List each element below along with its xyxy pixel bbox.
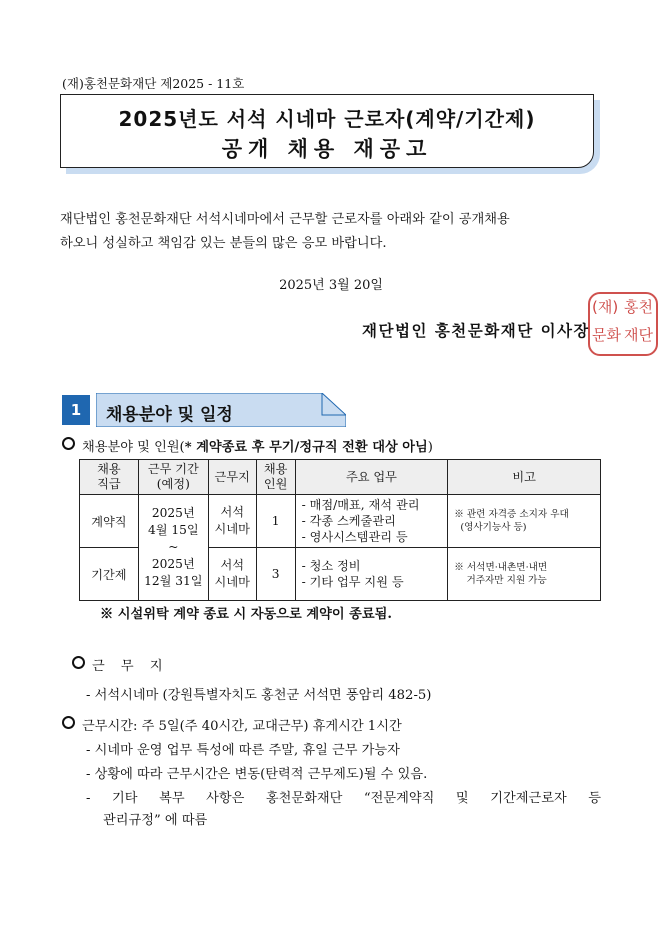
title-box-frame [60,94,594,168]
recruit-label: 채용분야 및 인원( [82,440,185,455]
location-address: - 서석시네마 (강원특별자치도 홍천군 서석면 풍암리 482-5) [86,688,432,703]
hours-item: - 시네마 운영 업무 특성에 따른 주말, 휴일 근무 가능자 [86,743,400,758]
seal-char: 문화 [592,326,621,344]
header-place: 근무지 [208,460,256,495]
cell-remarks: ※ 서석면·내촌면·내면 거주자만 지원 가능 [448,548,601,601]
cell-duties: - 청소 정비 - 기타 업무 지원 등 [295,548,448,601]
cell-period: 2025년 4월 15일 ~ 2025년 12월 31일 [138,495,208,601]
contract-termination-note: ※ 시설위탁 계약 종료 시 자동으로 계약이 종료됨. [100,607,392,622]
header-duties: 주요 업무 [295,460,448,495]
cell-remarks: ※ 관련 자격증 소지자 우대 (영사기능사 등) [448,495,601,548]
cell-count: 1 [256,495,295,548]
seal-char: 홍천 [624,298,653,316]
location-heading-text: 근 무 지 [92,659,169,674]
recruitment-table [79,459,601,601]
cell-place: 서석 시네마 [208,495,256,548]
recruit-field-heading [62,436,433,455]
table-header-row [80,460,601,495]
cell-count: 3 [256,548,295,601]
announcement-date: 2025년 3월 20일 [279,278,383,293]
recruit-close: ) [427,440,433,455]
section-number-badge: 1 [62,395,90,425]
location-heading [72,655,169,674]
header-grade: 채용 직급 [80,460,139,495]
hollow-circle-bullet-icon [72,656,85,669]
hollow-circle-bullet-icon [62,716,75,729]
hours-item: - 기타 복무 사항은 홍천문화재단 “전문계약직 및 기간제근로자 등 [86,791,601,806]
cell-grade: 계약직 [80,495,139,548]
seal-char: (재) [592,298,619,316]
title-line-1: 2025년도 서석 시네마 근로자(계약/기간제) [118,107,536,131]
recruit-conversion-note: * 계약종료 후 무기/정규직 전환 대상 아님 [184,440,428,455]
hours-item: - 상황에 따라 근무시간은 변동(탄력적 근무제도)될 수 있음. [86,767,428,782]
intro-line-1: 재단법인 홍천문화재단 서석시네마에서 근무할 근로자를 아래와 같이 공개채용 [60,212,510,227]
title-line-2: 공개 채용 재공고 [221,137,433,161]
hours-heading-text: 근무시간: 주 5일(주 40시간, 교대근무) 휴게시간 1시간 [82,719,402,734]
document-number: (재)홍천문화재단 제2025 - 11호 [62,76,245,91]
section-title: 채용분야 및 일정 [106,405,233,425]
hours-item-continued: 관리규정” 에 따름 [103,813,208,828]
cell-duties: - 매점/매표, 재석 관리 - 각종 스케줄관리 - 영사시스템관리 등 [295,495,448,548]
seal-char: 재단 [624,326,653,344]
hours-heading [62,715,402,734]
cell-grade: 기간제 [80,548,139,601]
header-remarks: 비고 [448,460,601,495]
section-1-header [62,389,348,431]
signature-line: 재단법인 홍천문화재단 이사장 [362,321,590,340]
header-count: 채용 인원 [256,460,295,495]
title-box [60,94,600,174]
hollow-circle-bullet-icon [62,437,75,450]
table-row [80,495,601,548]
cell-place: 서석 시네마 [208,548,256,601]
header-period: 근무 기간 (예정) [138,460,208,495]
official-seal [588,292,658,356]
intro-line-2: 하오니 성실하고 책임감 있는 분들의 많은 응모 바랍니다. [60,236,387,251]
